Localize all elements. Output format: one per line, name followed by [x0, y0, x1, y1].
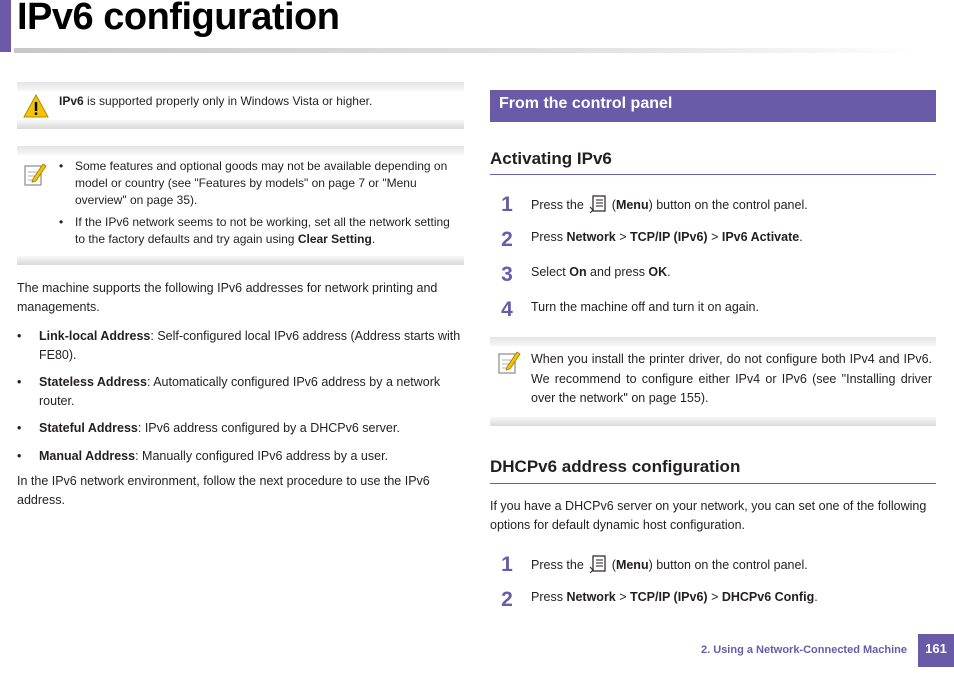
address-desc: : Automatically configured IPv6 address by a network router.	[39, 375, 441, 408]
note-text: If the IPv6 network seems to not be working, set all the network setting to the factory defaults and try again using	[75, 215, 450, 246]
address-desc: : IPv6 address configured by a DHCPv6 server.	[137, 421, 400, 435]
step-end: .	[814, 590, 818, 604]
caution-term: IPv6	[59, 94, 84, 108]
list-item	[17, 447, 464, 466]
step-text-mid: and press	[586, 265, 649, 279]
list-item	[17, 419, 464, 438]
dhcpv6-heading: DHCPv6 address configuration	[490, 457, 741, 476]
step-text-paren: (	[611, 558, 616, 572]
bullet-dot: •	[17, 448, 22, 463]
note-box-bottom-band	[490, 417, 936, 426]
step-text-post: ) button on the control panel.	[648, 558, 808, 572]
activating-note-text: When you install the printer driver, do not configure both IPv4 and IPv6. We recommend to configure either IPv4 or IPv6 (see "Installing driver over the network" on page 155).	[531, 352, 932, 405]
step-number: 3	[501, 263, 513, 286]
dhcpv6-intro: If you have a DHCPv6 server on your network, you can set one of the following options for default dynamic host configuration.	[490, 499, 927, 532]
address-term: Stateless Address	[39, 375, 147, 389]
step-number: 4	[501, 298, 513, 321]
step-bold: Menu	[615, 558, 649, 572]
page-number: 161	[918, 634, 954, 667]
address-term: Manual Address	[39, 448, 136, 463]
section-header-bar	[490, 90, 936, 122]
step-sep: >	[615, 590, 631, 604]
caution-text	[59, 93, 372, 110]
dhcpv6-heading-rule	[490, 483, 936, 484]
bullet-dot: •	[17, 329, 22, 343]
address-term: Link-local Address	[39, 329, 151, 343]
list-item	[17, 373, 464, 410]
list-item	[17, 327, 464, 364]
footer-chapter: 2. Using a Network-Connected Machine	[701, 644, 907, 656]
address-desc: : Manually configured IPv6 address by a user.	[135, 448, 389, 463]
step-number: 1	[501, 193, 513, 216]
step-end: .	[799, 230, 803, 244]
title-rule	[14, 48, 919, 53]
step-sep: >	[615, 230, 631, 244]
step-bold: OK	[648, 265, 668, 279]
caution-box-bottom-band	[17, 120, 464, 129]
step-bold: Menu	[615, 198, 649, 212]
notes-box-bottom-band	[17, 256, 464, 265]
step-bold: TCP/IP (IPv6)	[630, 590, 708, 604]
page-title: IPv6 configuration	[17, 0, 340, 38]
bullet-dot: •	[17, 375, 22, 389]
step-sep: >	[707, 590, 722, 604]
step-text-pre: Press	[531, 590, 567, 604]
note-bold: Clear Setting	[297, 232, 372, 246]
step-text	[531, 590, 818, 604]
step-text-pre: Select	[531, 265, 570, 279]
notes-list	[59, 158, 459, 248]
step-text: Turn the machine off and turn it on again.	[531, 300, 759, 314]
note-text-end: .	[371, 232, 376, 246]
menu-button-icon	[589, 555, 606, 573]
outro-paragraph: In the IPv6 network environment, follow the next procedure to use the IPv6 address.	[17, 474, 430, 507]
step-bold: DHCPv6 Config	[721, 590, 815, 604]
caution-box	[17, 82, 464, 129]
note-text: Some features and optional goods may not be available depending on model or country (see "Features by models" on page 7 or "Menu overview" on page 35).	[75, 159, 448, 207]
step-number: 1	[501, 553, 513, 576]
step-text	[531, 230, 803, 244]
step-text-post: ) button on the control panel.	[648, 198, 808, 212]
address-desc: : Self-configured local IPv6 address (Address starts with FE80).	[39, 329, 461, 362]
warning-triangle-icon	[23, 94, 49, 118]
step-text-paren: (	[611, 198, 616, 212]
address-type-list	[17, 327, 464, 474]
step-text	[531, 555, 808, 573]
title-accent-bar	[0, 0, 11, 52]
caution-desc: is supported properly only in Windows Vista or higher.	[83, 94, 373, 108]
step-number: 2	[501, 228, 513, 251]
step-text-pre: Press the	[531, 198, 588, 212]
activating-note-box	[490, 337, 936, 426]
memo-pencil-icon	[497, 349, 521, 375]
step-bold: Network	[566, 590, 616, 604]
bullet-dot: •	[17, 421, 22, 435]
step-end: .	[667, 265, 671, 279]
section-header-title: From the control panel	[499, 95, 673, 112]
note-item	[59, 158, 459, 209]
bullet-dot: •	[59, 215, 64, 229]
bullet-dot: •	[59, 159, 64, 173]
step-number: 2	[501, 588, 513, 611]
step-text-pre: Press	[531, 230, 567, 244]
notes-box	[17, 146, 464, 265]
address-term: Stateful Address	[39, 421, 138, 435]
step-text-pre: Press the	[531, 558, 588, 572]
step-bold: Network	[566, 230, 616, 244]
notes-box-top-band	[17, 146, 464, 155]
note-item	[59, 214, 459, 248]
step-text	[531, 195, 808, 213]
step-bold: IPv6 Activate	[721, 230, 800, 244]
step-bold: TCP/IP (IPv6)	[630, 230, 708, 244]
step-bold: On	[569, 265, 587, 279]
step-text	[531, 265, 671, 279]
memo-pencil-icon	[23, 161, 47, 187]
menu-button-icon	[589, 195, 606, 213]
intro-paragraph: The machine supports the following IPv6 addresses for network printing and managements.	[17, 281, 438, 314]
note-box-top-band	[490, 337, 936, 346]
step-sep: >	[707, 230, 722, 244]
activating-heading-rule	[490, 174, 936, 175]
activating-heading: Activating IPv6	[490, 149, 612, 168]
caution-box-top-band	[17, 82, 464, 91]
